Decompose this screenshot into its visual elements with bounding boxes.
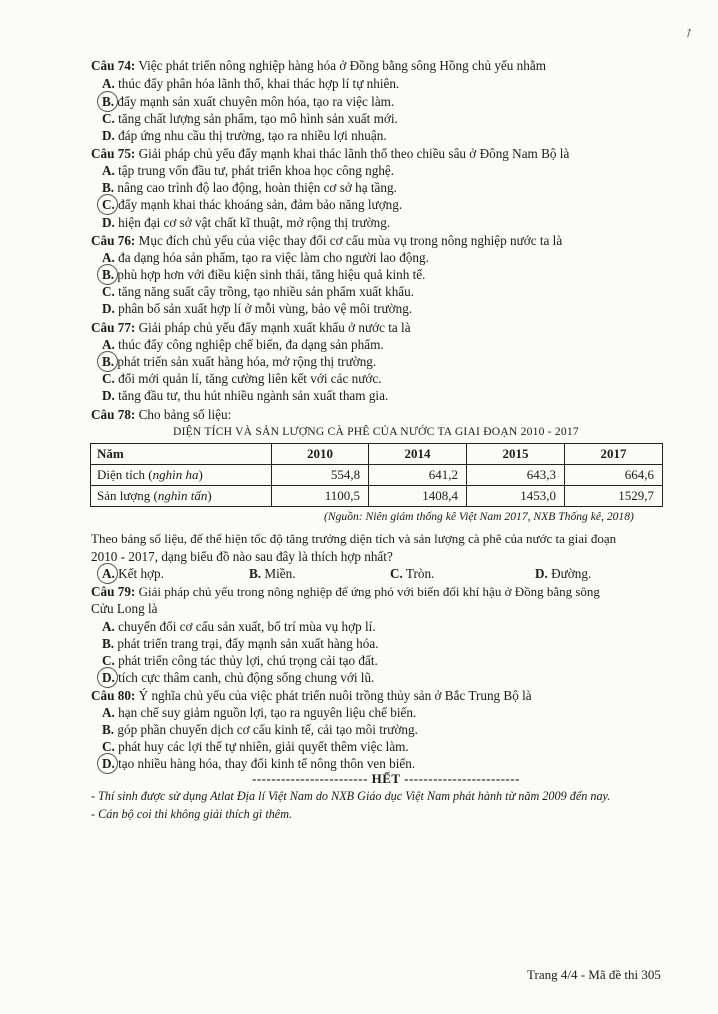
question-text: Giải pháp chủ yếu trong nông nghiệp để ứng phó với biến đổi khí hậu ở Đồng bằng sông (138, 584, 600, 599)
q76-option-d[interactable]: D. phân bố sản xuất hợp lí ở mỗi vùng, bảo vệ môi trường. (102, 301, 413, 316)
data-table (90, 443, 663, 507)
q79-option-c[interactable]: C. phát triển công tác thủy lợi, chú trọng cải tạo đất. (102, 653, 378, 668)
question-79-cont: Cửu Long là (91, 601, 158, 616)
table-row (91, 465, 663, 486)
end-marker: ------------------------ HẾT ------------------------ (252, 771, 521, 786)
table-cell: 643,3 (467, 465, 565, 486)
table-header-cell: 2014 (369, 444, 467, 465)
answer-circle-mark: A. (102, 566, 115, 581)
q78-prompt: Theo bảng số liệu, để thể hiện tốc độ tăng trưởng diện tích và sản lượng cà phê của nước ta giai đoạn 2010 - 2017, dạng biểu đồ nào sau đây là thích hợp nhất? (91, 531, 617, 564)
q74-option-b[interactable]: B. đẩy mạnh sản xuất chuyên môn hóa, tạo ra việc làm. (102, 94, 395, 109)
q74-option-c[interactable]: C. tăng chất lượng sản phẩm, tạo mô hình sản xuất mới. (102, 111, 398, 126)
table-cell: 664,6 (565, 465, 663, 486)
q78-option-d[interactable]: D. Đường. (535, 566, 592, 581)
q80-option-a[interactable]: A. hạn chế suy giảm nguồn lợi, tạo ra nguyên liệu chế biến. (102, 705, 417, 720)
note-atlat: - Thí sinh được sử dụng Atlat Địa lí Việt Nam do NXB Giáo dục Việt Nam phát hành từ năm 2009 đến nay. (91, 789, 611, 803)
question-text: Ý nghĩa chủ yếu của việc phát triển nuôi trồng thủy sản ở Bắc Trung Bộ là (138, 688, 532, 703)
q80-option-b[interactable]: B. góp phần chuyển dịch cơ cấu kinh tế, cải tạo môi trường. (102, 722, 418, 737)
question-text: Việc phát triển nông nghiệp hàng hóa ở Đồng bằng sông Hồng chủ yếu nhằm (138, 58, 546, 73)
table-header-cell: 2015 (467, 444, 565, 465)
question-text: Mục đích chủ yếu của việc thay đổi cơ cấu mùa vụ trong nông nghiệp nước ta là (138, 233, 563, 248)
table-cell: 1408,4 (369, 486, 467, 507)
question-text: Giải pháp chủ yếu đẩy mạnh khai thác lãnh thổ theo chiều sâu ở Đông Nam Bộ là (138, 146, 570, 161)
table-header-cell: 2010 (272, 444, 369, 465)
table-source: (Nguồn: Niên giám thống kê Việt Nam 2017, NXB Thống kê, 2018) (324, 510, 634, 523)
question-number: Câu 76: (91, 233, 136, 248)
table-cell: 1100,5 (272, 486, 369, 507)
question-number: Câu 77: (91, 320, 136, 335)
table-row (91, 486, 663, 507)
q77-option-c[interactable]: C. đổi mới quản lí, tăng cường liên kết với các nước. (102, 371, 382, 386)
q79-option-b[interactable]: B. phát triển trang trại, đẩy mạnh sản xuất hàng hóa. (102, 636, 379, 651)
note-proctor: - Cán bộ coi thi không giải thích gì thêm. (91, 807, 293, 821)
question-text: Cho bảng số liệu: (138, 407, 232, 422)
question-number: Câu 79: (91, 584, 136, 599)
page-footer: Trang 4/4 - Mã đề thi 305 (527, 967, 661, 982)
question-77 (91, 319, 411, 337)
q77-option-a[interactable]: A. thúc đẩy công nghiệp chế biến, đa dạng sản phẩm. (102, 337, 384, 352)
q79-option-a[interactable]: A. chuyển đổi cơ cấu sản xuất, bố trí mùa vụ hợp lí. (102, 619, 376, 634)
table-cell: 641,2 (369, 465, 467, 486)
q76-option-b[interactable]: B. phù hợp hơn với điều kiện sinh thái, tăng hiệu quả kinh tế. (102, 267, 426, 282)
table-header-row (91, 444, 663, 465)
table-header-cell: 2017 (565, 444, 663, 465)
question-80 (91, 687, 532, 705)
q80-option-c[interactable]: C. phát huy các lợi thế tự nhiên, giải quyết thêm việc làm. (102, 739, 409, 754)
pen-mark-icon: ↗ (680, 24, 697, 42)
table-cell: 1453,0 (467, 486, 565, 507)
question-text: Giải pháp chủ yếu đẩy mạnh xuất khẩu ở nước ta là (138, 320, 411, 335)
q74-option-d[interactable]: D. đáp ứng nhu cầu thị trường, tạo ra nhiều lợi nhuận. (102, 128, 387, 143)
answer-circle-mark: B. (102, 354, 115, 369)
answer-circle-mark: D. (102, 756, 115, 771)
question-76 (91, 232, 562, 250)
question-78 (91, 406, 231, 424)
q78-option-c[interactable]: C. Tròn. (390, 566, 435, 581)
table-cell: 1529,7 (565, 486, 663, 507)
row-label: Sản lượng (nghìn tấn) (91, 486, 272, 507)
q75-option-b[interactable]: B. nâng cao trình độ lao động, hoàn thiện cơ sở hạ tầng. (102, 180, 397, 195)
q75-option-d[interactable]: D. hiện đại cơ sở vật chất kĩ thuật, mở rộng thị trường. (102, 215, 391, 230)
question-74 (91, 57, 546, 75)
q77-option-b[interactable]: B. phát triển sản xuất hàng hóa, mở rộng thị trường. (102, 354, 377, 369)
question-79 (91, 583, 600, 601)
question-number: Câu 80: (91, 688, 136, 703)
answer-circle-mark: B. (102, 94, 115, 109)
question-number: Câu 78: (91, 407, 136, 422)
q77-option-d[interactable]: D. tăng đầu tư, thu hút nhiều ngành sản xuất tham gia. (102, 388, 389, 403)
q78-option-a[interactable]: A. Kết hợp. (102, 566, 164, 581)
table-cell: 554,8 (272, 465, 369, 486)
q75-option-a[interactable]: A. tập trung vốn đầu tư, phát triển khoa học công nghệ. (102, 163, 395, 178)
question-75 (91, 145, 569, 163)
answer-circle-mark: C. (102, 197, 115, 212)
table-header-cell: Năm (91, 444, 272, 465)
q76-option-a[interactable]: A. đa dạng hóa sản phẩm, tạo ra việc làm cho người lao động. (102, 250, 429, 265)
q74-option-a[interactable]: A. thúc đẩy phân hóa lãnh thổ, khai thác hợp lí tự nhiên. (102, 76, 400, 91)
q75-option-c[interactable]: C. đẩy mạnh khai thác khoáng sản, đảm bảo năng lượng. (102, 197, 403, 212)
q76-option-c[interactable]: C. tăng năng suất cây trồng, tạo nhiều sản phẩm xuất khẩu. (102, 284, 415, 299)
answer-circle-mark: B. (102, 267, 115, 282)
q78-option-b[interactable]: B. Miền. (249, 566, 296, 581)
q80-option-d[interactable]: D. tạo nhiều hàng hóa, thay đổi kinh tế nông thôn ven biển. (102, 756, 416, 771)
question-number: Câu 75: (91, 146, 136, 161)
answer-circle-mark: D. (102, 670, 115, 685)
row-label: Diện tích (nghìn ha) (91, 465, 272, 486)
table-title: DIỆN TÍCH VÀ SẢN LƯỢNG CÀ PHÊ CỦA NƯỚC TA GIAI ĐOẠN 2010 - 2017 (173, 425, 579, 438)
q79-option-d[interactable]: D. tích cực thâm canh, chủ động sống chung với lũ. (102, 670, 375, 685)
question-number: Câu 74: (91, 58, 136, 73)
